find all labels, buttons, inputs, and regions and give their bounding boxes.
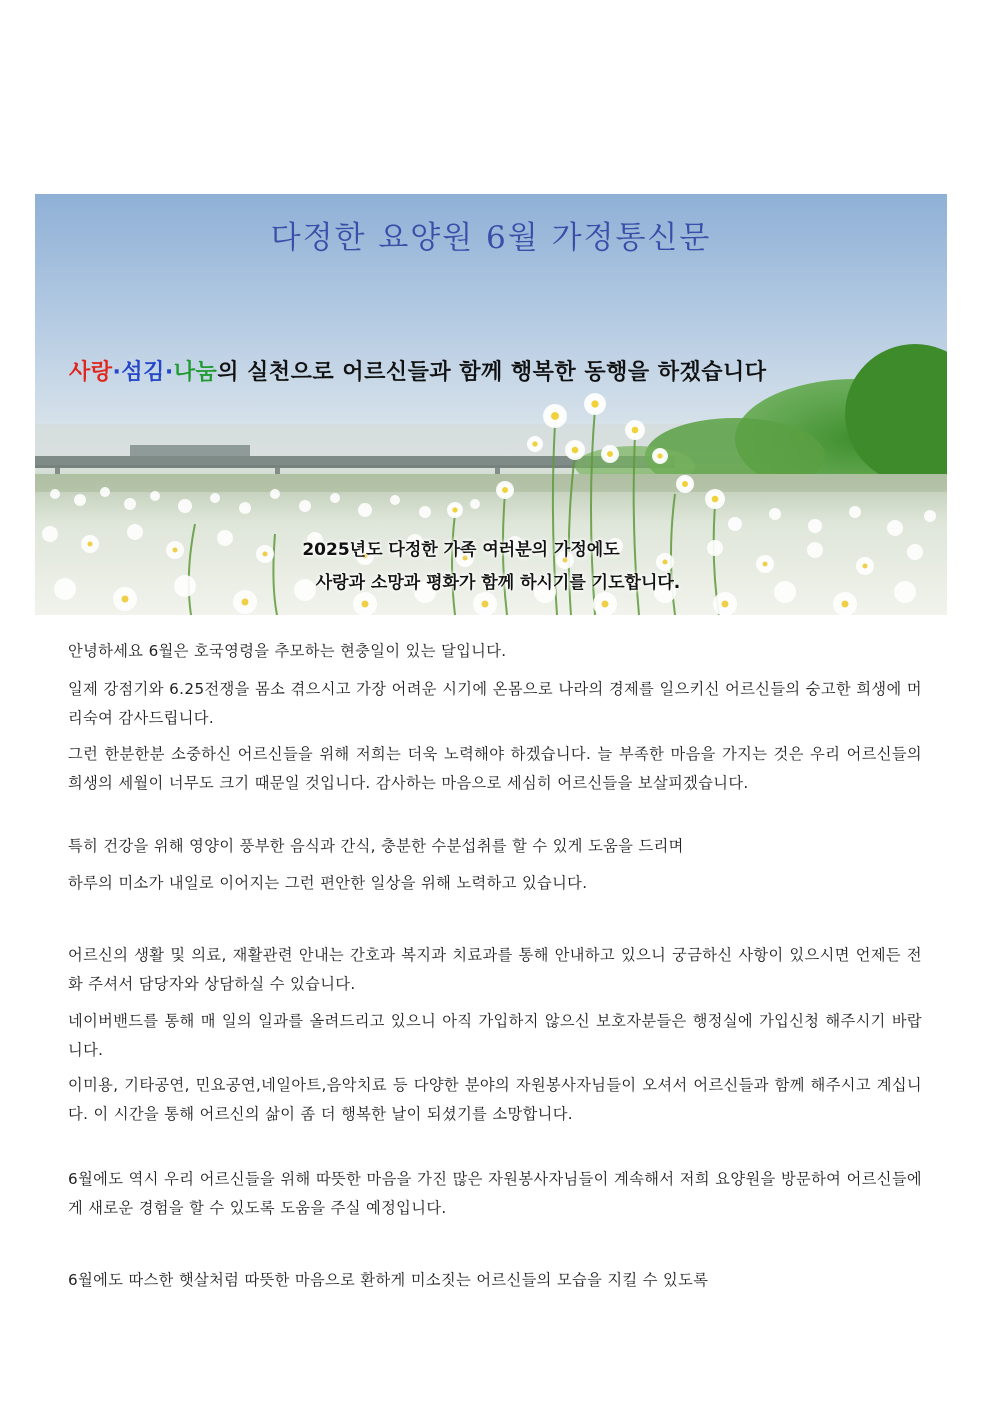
slogan-share: 나눔 — [173, 360, 218, 385]
slogan-rest: 의 실천으로 어르신들과 함께 행복한 동행을 하겠습니다 — [217, 360, 767, 385]
paragraph-greeting: 안녕하세요 6월은 호국영령을 추모하는 현충일이 있는 달입니다. — [68, 642, 507, 660]
paragraph-gratitude: 일제 강점기와 6.25전쟁을 몸소 겪으시고 가장 어려운 시기에 온몸으로 나라의 경제를 일으키신 어르신들의 숭고한 희생에 머리숙여 감사드립니다. — [68, 680, 922, 727]
slogan-love: 사랑 — [69, 360, 113, 385]
paragraph-consultation: 어르신의 생활 및 의료, 재활관련 안내는 간호과 복지과 치료과를 통해 안내하고 있으니 궁금하신 사항이 있으시면 언제든 전화 주셔서 담당자와 상담하실 수 있습니다. — [68, 946, 922, 993]
motto-slogan — [69, 355, 939, 386]
wish-line-2: 사랑과 소망과 평화가 함께 하시기를 기도합니다. — [315, 573, 681, 593]
paragraph-commitment: 그런 한분한분 소중하신 어르신들을 위해 저희는 더욱 노력해야 하겠습니다. 늘 부족한 마음을 가지는 것은 우리 어르신들의 희생의 세월이 너무도 크기 때문일 것입니다. 감사하는 마음으로 세심히 어르신들을 보살피겠습니다. — [68, 745, 922, 792]
slogan-dot: · — [164, 360, 174, 385]
slogan-serve: 섬김 — [121, 360, 165, 385]
paragraph-naver-band: 네이버밴드를 통해 매 일의 일과를 올려드리고 있으니 아직 가입하지 않으신 보호자분들은 행정실에 가입신청 해주시기 바랍니다. — [68, 1012, 922, 1059]
paragraph-nutrition: 특히 건강을 위해 영양이 풍부한 음식과 간식, 충분한 수분섭취를 할 수 있게 도움을 드리며 — [68, 837, 684, 855]
header-banner — [35, 194, 947, 615]
slogan-dot: · — [112, 360, 122, 385]
paragraph-closing: 6월에도 따스한 햇살처럼 따뜻한 마음으로 환하게 미소짓는 어르신들의 모습을 지킬 수 있도록 — [68, 1271, 709, 1289]
wish-line-1: 2025년도 다정한 가족 여러분의 가정에도 — [302, 540, 620, 560]
paragraph-volunteers: 이미용, 기타공연, 민요공연,네일아트,음악치료 등 다양한 분야의 자원봉사자님들이 오셔서 어르신들과 함께 해주시고 계십니다. 이 시간을 통해 어르신의 삶이 좀 더 행복한 날이 되셨기를 소망합니다. — [68, 1076, 922, 1123]
paragraph-june-visits: 6월에도 역시 우리 어르신들을 위해 따뜻한 마음을 가진 많은 자원봉사자님들이 계속해서 저희 요양원을 방문하여 어르신들에게 새로운 경험을 할 수 있도록 도움을 주실 예정입니다. — [68, 1170, 922, 1217]
newsletter-title: 다정한 요양원 6월 가정통신문 — [270, 220, 712, 256]
paragraph-daily-life: 하루의 미소가 내일로 이어지는 그런 편안한 일상을 위해 노력하고 있습니다. — [68, 874, 588, 892]
